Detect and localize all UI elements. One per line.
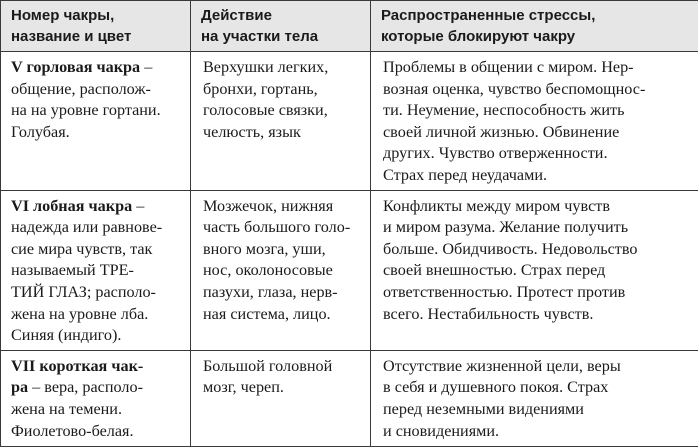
- cell-line: вного мозга, уши,: [203, 239, 364, 261]
- cell-line: Верхушки легких,: [203, 57, 364, 79]
- cell-line: ответственностью. Протест против: [383, 282, 694, 304]
- cell-line: всего. Нестабильность чувств.: [383, 304, 694, 326]
- cell-text: называемый ТРЕ-: [11, 261, 134, 279]
- cell-text: –: [132, 197, 144, 215]
- cell-line: Конфликты между миром чувств: [383, 196, 694, 218]
- cell-line: Мозжечок, нижняя: [203, 196, 364, 218]
- cell-text: ТИЙ ГЛАЗ; располо-: [11, 283, 156, 301]
- cell-line: часть большого голо-: [203, 217, 364, 239]
- cell-text: Голубая.: [11, 123, 70, 141]
- cell-text: Синяя (индиго).: [11, 326, 121, 344]
- cell-line: перед неземными видениями: [383, 399, 694, 421]
- cell-text: сие мира чувств, так: [11, 240, 152, 258]
- cell-text: жена на уровне лба.: [11, 305, 148, 323]
- chakra-name-cell: [1, 190, 191, 350]
- cell-text: Фиолетово-белая.: [11, 422, 134, 440]
- cell-line: Отсутствие жизненной цели, веры: [383, 356, 694, 378]
- cell-line: своей личной жизнью. Обвинение: [383, 122, 694, 144]
- table-row: [1, 350, 698, 446]
- cell-line: [11, 100, 186, 122]
- cell-line: ти. Неумение, неспособность жить: [383, 100, 694, 122]
- cell-line: голосовые связки,: [203, 100, 364, 122]
- cell-line: Большой головной: [203, 356, 364, 378]
- header-body-area: [191, 1, 371, 52]
- table-row: [1, 52, 698, 191]
- chakra-title: ра: [11, 378, 28, 396]
- cell-line: и миром разума. Желание получить: [383, 217, 694, 239]
- cell-line: [11, 304, 186, 326]
- cell-line: возная оценка, чувство беспомощнос-: [383, 79, 694, 101]
- header-line: которые блокируют чакру: [381, 26, 690, 47]
- chakra-title: VI лобная чакра: [11, 197, 132, 215]
- body-area-cell: [191, 52, 371, 191]
- header-line: Распространенные стрессы,: [381, 5, 690, 26]
- chakra-name-cell: [1, 350, 191, 446]
- cell-line: мозг, череп.: [203, 377, 364, 399]
- cell-line: и сновидениями.: [383, 421, 694, 443]
- chakra-title: V горловая чакра: [11, 58, 140, 76]
- body-area-cell: [191, 350, 371, 446]
- cell-line: [11, 421, 186, 443]
- cell-line: [11, 325, 186, 347]
- header-stresses: [371, 1, 698, 52]
- cell-line: [11, 239, 186, 261]
- header-line: название и цвет: [11, 26, 182, 47]
- cell-line: [11, 196, 186, 218]
- cell-line: [11, 356, 186, 378]
- cell-line: ная система, лицо.: [203, 304, 364, 326]
- cell-line: [11, 57, 186, 79]
- stresses-cell: [371, 190, 698, 350]
- cell-line: [11, 122, 186, 144]
- cell-line: [11, 282, 186, 304]
- cell-line: Страх перед неудачами.: [383, 165, 694, 187]
- header-line: Номер чакры,: [11, 5, 182, 26]
- cell-line: нос, околоносовые: [203, 260, 364, 282]
- header-line: на участки тела: [201, 26, 362, 47]
- cell-line: больше. Обидчивость. Недовольство: [383, 239, 694, 261]
- header-line: Действие: [201, 5, 362, 26]
- table-header-row: [1, 1, 698, 52]
- cell-text: общение, располож-: [11, 80, 151, 98]
- cell-line: пазухи, глаза, нерв-: [203, 282, 364, 304]
- cell-text: –: [140, 58, 152, 76]
- cell-line: [11, 260, 186, 282]
- stresses-cell: [371, 350, 698, 446]
- chakra-name-cell: [1, 52, 191, 191]
- cell-line: Проблемы в общении с миром. Нер-: [383, 57, 694, 79]
- cell-line: бронхи, гортань,: [203, 79, 364, 101]
- cell-line: в себя и душевного покоя. Страх: [383, 377, 694, 399]
- table-row: [1, 190, 698, 350]
- cell-line: других. Чувство отверженности.: [383, 143, 694, 165]
- cell-line: [11, 217, 186, 239]
- stresses-cell: [371, 52, 698, 191]
- cell-line: [11, 399, 186, 421]
- cell-text: жена на темени.: [11, 400, 122, 418]
- cell-line: [11, 377, 186, 399]
- cell-line: [11, 79, 186, 101]
- header-chakra-name: [1, 1, 191, 52]
- cell-line: челюсть, язык: [203, 122, 364, 144]
- cell-line: своей внешностью. Страх перед: [383, 260, 694, 282]
- chakra-title: VII короткая чак-: [11, 357, 143, 375]
- cell-text: – вера, располо-: [28, 378, 143, 396]
- body-area-cell: [191, 190, 371, 350]
- cell-text: надежда или равнове-: [11, 218, 162, 236]
- cell-text: на на уровне гортани.: [11, 101, 161, 119]
